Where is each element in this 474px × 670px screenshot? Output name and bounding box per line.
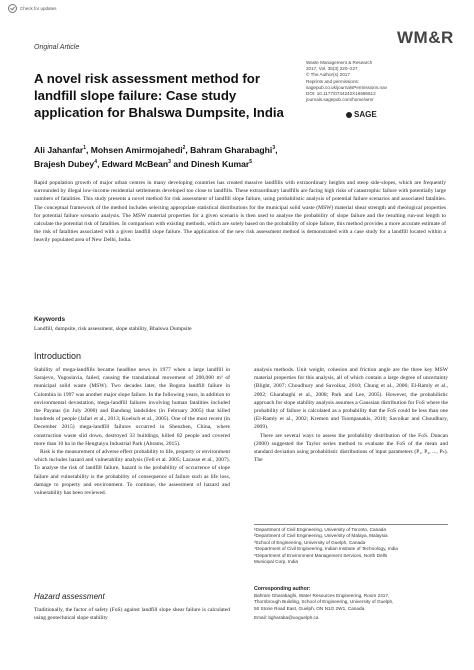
affiliation: Municipal Corp, India bbox=[254, 559, 299, 565]
section-heading-hazard-assessment: Hazard assessment bbox=[34, 592, 105, 601]
journal-info-line: Reprints and permissions: bbox=[306, 78, 360, 84]
paragraph: Risk is the measurement of adverse effect probability to life, property or environment which includes hazard and vulnerability analysis (Fell et al. 2005; Lacasse et al., 2007). To analyse the risk of landfill failure, hazard is the probability of occurrence of slope failure and vulnerability is the probability of consequence of failure such as life loss, damage to property and environment. To continue, the assessment of hazard and vulnerability has been reviewed. bbox=[34, 449, 230, 497]
check-for-updates-badge[interactable] bbox=[8, 4, 57, 13]
left-column bbox=[34, 366, 230, 497]
check-for-updates-label: Check for updates bbox=[20, 6, 57, 11]
journal-info-line: Waste Management & Research bbox=[306, 60, 373, 65]
affiliation: ⁴Department of Civil Engineering, Indian Institute of Technology, India bbox=[254, 546, 398, 552]
sage-icon bbox=[346, 112, 352, 118]
author-affiliation-mark: 1 bbox=[83, 145, 86, 151]
journal-info-line: DOI: 10.1177/0734242X16686612 bbox=[306, 91, 376, 97]
left-column-continued bbox=[34, 606, 230, 622]
section-heading-introduction: Introduction bbox=[34, 351, 82, 361]
author-affiliation-mark: 4 bbox=[94, 158, 97, 165]
abstract: Rapid population growth of major urban centres in many developing countries has created massive landfills with extraordinary heights and steep side-slopes, which are frequently surrounded by illegal low-income residential settlements developed too close to landfills. These extraordinary landfills are facing high risks of catastrophic failure with potentially large numbers of fatalities. This study presents a novel method for risk assessment of landfill slope failure, using probabilistic analysis of potential failure scenarios and associated fatalities. The conceptual framework of the method includes selecting appropriate statistical distributions for the municipal solid waste (MSW) material shear strength and rheological properties for potential failure scenario analysis. The MSW material properties for a given scenario is then used to analyse the probability of slope failure and the resulting run-out length to calculate the potential risk of fatalities. In comparison with existing methods, which are solely based on the probability of slope failure, this method provides a more accurate estimate of the risk of fatalities associated with a given landfill slope failure. The application of the new risk assessment method is demonstrated with a case study for a landfill located within a heavily populated area of New Delhi, India. bbox=[34, 180, 446, 244]
keywords-heading: Keywords bbox=[34, 316, 66, 323]
right-column bbox=[254, 366, 448, 464]
author-affiliation-mark: 3 bbox=[272, 145, 276, 151]
journal-logo: WM&R bbox=[397, 28, 454, 47]
affiliation: ²Department of Civil Engineering, University of Malaya, Malaysia bbox=[254, 533, 388, 539]
article-title: A novel risk assessment method for landfill slope failure: Case study application for Bhalswa Dumpsite, India bbox=[34, 71, 284, 120]
footnote-divider bbox=[254, 524, 448, 525]
keywords: Landfill, dumpsite, risk assessment, slope stability, Bhalswa Dumpsite bbox=[34, 326, 192, 332]
author-name: Edward McBean bbox=[101, 158, 169, 169]
paragraph: Stability of mega-landfills became headline news in 1977 when a large landfill in Sarajevo, Yugoslavia, failed, causing the translational movement of 200,000 m³ of municipal solid waste (MSW). Two decades later, the Bogota landfill failure in Colombia in 1997 was another major slope failure. In the following years, in addition to environmental devastation, mega-landfill failures involving human fatalities included the Payatas (in July 2000) and Bandung landslides (in February 2005) that killed hundreds of people (Jafari et al., 2013; Koelsch et al., 2005). One of the most recent (in December 2015) mega-landfill failures occurred in Shenzhen, China, where construction waste slid down, destroyed 33 buildings, killed 82 people and covered more than 10 ha in the Hengtaiyu Industrial Park (Abrams, 2015). bbox=[34, 367, 230, 447]
article-type-label: Original Article bbox=[34, 44, 80, 51]
publisher-name: SAGE bbox=[354, 110, 377, 119]
journal-info bbox=[306, 60, 466, 103]
paragraph: Traditionally, the factor of safety (FoS) against landfill slope shear failure is calculated using geotechnical slope stability bbox=[34, 607, 230, 622]
check-icon bbox=[8, 4, 17, 13]
affiliation: ³School of Engineering, University of Guelph, Canada bbox=[254, 539, 366, 545]
journal-info-line: © The Author(s) 2017 bbox=[306, 72, 350, 78]
affiliation: ⁵Department of Environment Management Services, North Delhi bbox=[254, 552, 388, 558]
author-name: Dinesh Kumar bbox=[190, 158, 250, 169]
affiliations bbox=[254, 527, 450, 565]
corresponding-address-line: Bahram Gharabaghi, Water Resources Engineering, Room 2417, bbox=[254, 593, 390, 598]
author-name: Brajesh Dubey bbox=[34, 158, 95, 169]
corresponding-author-details bbox=[254, 593, 450, 622]
journal-info-line: sagepub.co.uk/journalsPermissions.nav bbox=[306, 84, 387, 90]
corresponding-email[interactable]: Email: bgharaba@uoguelph.ca bbox=[254, 615, 319, 621]
journal-info-line: 2017, Vol. 35(3) 220–227 bbox=[306, 66, 358, 72]
author-name: Bahram Gharabaghi bbox=[190, 144, 273, 155]
author-list: Ali Jahanfar$^1$, Mohsen Amirmojahedi$^2$, Bahram Gharabaghi$^3$, Brajesh Dubey$^4$, Edward McBean$^3$ and Dinesh Kumar$^5$ bbox=[34, 144, 278, 169]
corresponding-author-heading: Corresponding author: bbox=[254, 586, 311, 592]
author-name: Mohsen Amirmojahedi bbox=[90, 144, 183, 155]
author-affiliation-mark: 5 bbox=[249, 158, 253, 165]
corresponding-address-line: Thornbrough Building, School of Engineering, University of Guelph, bbox=[254, 599, 394, 605]
journal-info-line: journals.sagepub.com/home/wmr bbox=[306, 97, 374, 103]
publisher-logo bbox=[346, 110, 377, 119]
affiliation: ¹Department of Civil Engineering, University of Toronto, Canada bbox=[254, 527, 387, 532]
author-affiliation-mark: 2 bbox=[182, 145, 186, 151]
paragraph: analysis methods. Unit weight, cohesion and friction angle are the three key MSW material properties for this analysis, all of which contain a large degree of uncertainty (Blight, 2007; Choudhury and Savoikar, 2010; Chung et al., 2006; El-Ramly et al., 2002; Gharabaghi et al., 2008; Park and Lee, 2005). However, the probabilistic approach for slope stability analysis assumes a Gaussian distribution for FoS where the probability of failure is calculated as a probability that the FoS could be less than one (El-Ramly et al., 2002; Kremen and Tsompanakis, 2010; Savoikar and Choudhury, 2009). bbox=[254, 367, 448, 431]
author-name: Ali Jahanfar bbox=[34, 144, 84, 155]
corresponding-address-line: 50 Stone Road East, Guelph, ON N1G 2W1, Canada. bbox=[254, 605, 366, 611]
author-affiliation-mark: 3 bbox=[168, 158, 171, 165]
paragraph: There are several ways to assess the probability distribution of the FoS. Duncan (2000) suggested the Taylor series method to evaluate the FoS of the mean and standard deviation using probabilistic distributions of input parameters (P₁, P₂, ..., Pₙ). The bbox=[254, 432, 448, 464]
